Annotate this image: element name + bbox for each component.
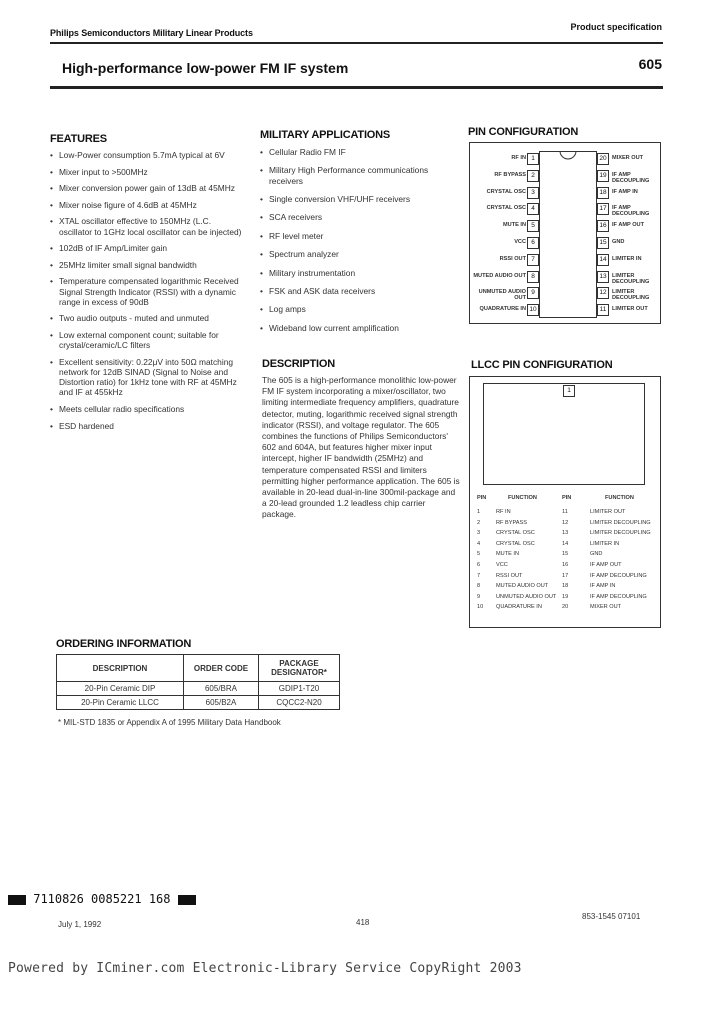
cell: 605/BRA (184, 682, 259, 696)
table-row (57, 682, 340, 696)
pin-label: LIMITER DECOUPLING (612, 289, 650, 302)
list-item: • Cellular Radio FM IF (260, 147, 460, 157)
llcc-pin-number: 8 (477, 583, 481, 590)
llcc-pin-function: RF IN (496, 509, 511, 515)
llcc-pin-number: 19 (562, 593, 569, 600)
list-item: • 102dB of IF Amp/Limiter gain (50, 243, 246, 253)
llcc-pin-function: IF AMP IN (590, 583, 616, 590)
cell: GDIP1-T20 (259, 682, 340, 696)
llcc-pin-function: IF AMP DECOUPLING (590, 572, 647, 579)
llcc-pin-function: CRYSTAL OSC (496, 530, 535, 537)
footer-doc-code: 853-1545 07101 (582, 912, 641, 921)
pin-label: MIXER OUT (612, 155, 644, 161)
features-list (50, 150, 246, 437)
doc-type: Product specification (570, 22, 662, 32)
page-title: High-performance low-power FM IF system (62, 60, 349, 76)
llcc-col-function: FUNCTION (508, 495, 537, 501)
llcc-pin-number: 15 (562, 551, 569, 558)
pin-label: RSSI OUT (499, 255, 526, 262)
llcc-pin-function: LIMITER IN (590, 540, 620, 547)
pin-number: 11 (597, 304, 609, 316)
llcc-pin-number: 5 (477, 551, 481, 558)
powered-by: Powered by ICminer.com Electronic-Library Service CopyRight 2003 (8, 961, 522, 976)
dip-package (539, 151, 597, 318)
pin-config-heading: PIN CONFIGURATION (468, 126, 579, 138)
llcc-pin-number: 9 (477, 593, 481, 600)
pin1-notch (540, 151, 596, 161)
pin-label: RF IN (511, 155, 526, 161)
llcc-pin-function: LIMITER OUT (590, 509, 626, 515)
llcc-pin-number: 20 (562, 604, 569, 611)
features-heading: FEATURES (50, 133, 107, 145)
pin-number: 10 (527, 304, 539, 316)
barcode-line (8, 892, 196, 906)
list-item: • FSK and ASK data receivers (260, 286, 460, 296)
pin-label: GND (612, 239, 625, 245)
ordering-heading: ORDERING INFORMATION (56, 638, 192, 650)
description-heading: DESCRIPTION (262, 358, 335, 370)
pin-number: 14 (597, 254, 609, 266)
pin-label: IF AMP OUT (612, 222, 645, 229)
table-row (57, 696, 340, 710)
pin-label: UNMUTED AUDIO OUT (478, 289, 526, 302)
ordering-footnote: * MIL-STD 1835 or Appendix A of 1995 Military Data Handbook (58, 718, 281, 727)
pin-label: IF AMP IN (612, 188, 638, 195)
footer-page: 418 (356, 918, 370, 927)
pin-label: LIMITER OUT (612, 306, 648, 313)
pin-label: LIMITER DECOUPLING (612, 272, 650, 285)
llcc-pin-function: RSSI OUT (496, 572, 523, 579)
list-item: • SCA receivers (260, 212, 460, 222)
pin-number: 20 (597, 153, 609, 165)
llcc-pin-function: GND (590, 551, 603, 558)
header-rule (50, 42, 663, 44)
llcc-pin-function: MIXER OUT (590, 604, 622, 611)
company-header: Philips Semiconductors Military Linear Products (50, 28, 253, 38)
pin-number: 4 (527, 203, 539, 215)
col-order-code: ORDER CODE (184, 655, 259, 682)
ordering-table (56, 654, 340, 710)
llcc-pin-function: MUTE IN (496, 551, 519, 558)
llcc-pin-function: UNMUTED AUDIO OUT (496, 593, 557, 600)
pin-label: CRYSTAL OSC (486, 205, 526, 212)
pin-number: 17 (597, 203, 609, 215)
description-text: The 605 is a high-performance monolithic low-power FM IF system incorporating a mixer/oscillator, two limiting intermediate frequency amplifiers, quadrature detector, muting, logarithmic received signal strength indicator (RSSI), and voltage regulator. The 605 combines the functions of Philips Semiconductors' 602 and 604A, but features higher mixer input intercept, higher IF bandwidth (25MHz) and temperature compensated RSSI and limiters permitting higher performance application. The 605 is available in 20-lead dual-in-line 300mil-package and a 20-lead grounded 1.2 leadless chip carrier package. (262, 375, 460, 520)
pin-label: CRYSTAL OSC (486, 188, 526, 195)
llcc-pin-number: 14 (562, 540, 569, 547)
pin-number: 6 (527, 237, 539, 249)
barcode-mark-right (178, 895, 196, 905)
pin-number: 1 (527, 153, 539, 165)
pin-number: 3 (527, 187, 539, 199)
barcode-text: 7110826 0085221 168 (33, 892, 171, 906)
llcc-pin-number: 7 (477, 572, 481, 579)
list-item: • Temperature compensated logarithmic Received Signal Strength Indicator (RSSI) with a dynamic range in excess of 90dB (50, 276, 246, 307)
list-item: • Wideband low current amplification (260, 323, 460, 333)
list-item: • RF level meter (260, 231, 460, 241)
pin-number: 16 (597, 220, 609, 232)
llcc-col-pin: PIN (477, 495, 487, 501)
list-item: • Two audio outputs - muted and unmuted (50, 313, 246, 323)
pin-label: QUADRATURE IN (479, 306, 526, 313)
pin-number: 19 (597, 170, 609, 182)
pin-number: 18 (597, 187, 609, 199)
llcc-pin-number: 2 (477, 519, 481, 526)
llcc-pin-function: RF BYPASS (496, 519, 527, 526)
pin-label: LIMITER IN (612, 255, 642, 262)
llcc-pin-number: 1 (477, 509, 481, 515)
footer-date: July 1, 1992 (58, 920, 102, 929)
military-list (260, 147, 460, 341)
pin-number: 5 (527, 220, 539, 232)
llcc-pin-function: VCC (496, 562, 508, 568)
list-item: • Single conversion VHF/UHF receivers (260, 194, 460, 204)
barcode-mark-left (8, 895, 26, 905)
list-item: • 25MHz limiter small signal bandwidth (50, 260, 246, 270)
cell: 20-Pin Ceramic LLCC (57, 696, 184, 710)
pin-label: MUTED AUDIO OUT (473, 272, 526, 279)
pin-label: IF AMP DECOUPLING (612, 205, 650, 218)
pin-number: 15 (597, 237, 609, 249)
list-item: • Military High Performance communications receivers (260, 165, 460, 185)
cell: CQCC2-N20 (259, 696, 340, 710)
llcc-pin-number: 18 (562, 583, 569, 590)
list-item: • XTAL oscillator effective to 150MHz (L.C. oscillator to 1GHz local oscillator can be injected) (50, 216, 246, 236)
list-item: • Log amps (260, 304, 460, 314)
llcc-pin-function: IF AMP DECOUPLING (590, 593, 647, 600)
llcc-pin-number: 11 (562, 509, 568, 515)
llcc-col-pin-2: PIN (562, 495, 572, 501)
col-package: PACKAGE DESIGNATOR* (259, 655, 340, 682)
list-item: • Low-Power consumption 5.7mA typical at 6V (50, 150, 246, 160)
llcc-pin-number: 10 (477, 604, 484, 611)
pin-number: 7 (527, 254, 539, 266)
pin-label: RF BYPASS (494, 171, 526, 178)
pin-number: 12 (597, 287, 609, 299)
llcc-pin-function: LIMITER DECOUPLING (590, 519, 651, 526)
list-item: • Mixer conversion power gain of 13dB at 45MHz (50, 183, 246, 193)
list-item: • Spectrum analyzer (260, 249, 460, 259)
list-item: • Mixer input to >500MHz (50, 167, 246, 177)
pin-label: IF AMP DECOUPLING (612, 171, 650, 184)
military-heading: MILITARY APPLICATIONS (260, 129, 391, 141)
llcc-pin1: 1 (563, 385, 575, 397)
llcc-pin-function: QUADRATURE IN (496, 604, 542, 611)
list-item: • Low external component count; suitable for crystal/ceramic/LC filters (50, 330, 246, 350)
list-item: • Meets cellular radio specifications (50, 404, 246, 414)
cell: 605/B2A (184, 696, 259, 710)
llcc-pin-number: 4 (477, 540, 481, 547)
col-description: DESCRIPTION (57, 655, 184, 682)
llcc-pin-number: 17 (562, 572, 569, 579)
llcc-pin-function: MUTED AUDIO OUT (496, 583, 549, 590)
llcc-pin-number: 16 (562, 562, 569, 568)
llcc-pin-function: LIMITER DECOUPLING (590, 530, 651, 537)
pin-label: MUTE IN (503, 222, 526, 229)
llcc-pin-number: 3 (477, 530, 481, 537)
pin-number: 8 (527, 271, 539, 283)
llcc-pin-function: CRYSTAL OSC (496, 540, 535, 547)
pin-number: 2 (527, 170, 539, 182)
list-item: • Mixer noise figure of 4.6dB at 45MHz (50, 200, 246, 210)
pin-number: 9 (527, 287, 539, 299)
pin-number: 13 (597, 271, 609, 283)
cell: 20-Pin Ceramic DIP (57, 682, 184, 696)
title-rule (50, 86, 663, 89)
llcc-package (483, 383, 645, 485)
pin-label: VCC (514, 239, 526, 245)
llcc-col-function-2: FUNCTION (605, 495, 634, 501)
llcc-pin-function: IF AMP OUT (590, 562, 622, 568)
llcc-pin-number: 6 (477, 562, 481, 568)
list-item: • ESD hardened (50, 421, 246, 431)
llcc-pin-number: 13 (562, 530, 569, 537)
llcc-pin-number: 12 (562, 519, 569, 526)
list-item: • Military instrumentation (260, 268, 460, 278)
part-number: 605 (638, 56, 662, 72)
llcc-heading: LLCC PIN CONFIGURATION (471, 359, 613, 371)
list-item: • Excellent sensitivity: 0.22μV into 50Ω matching network for 12dB SINAD (Signal to Noise and Distortion ratio) for 1kHz tone with RF at 45MHz and IF at 455kHz (50, 357, 246, 398)
